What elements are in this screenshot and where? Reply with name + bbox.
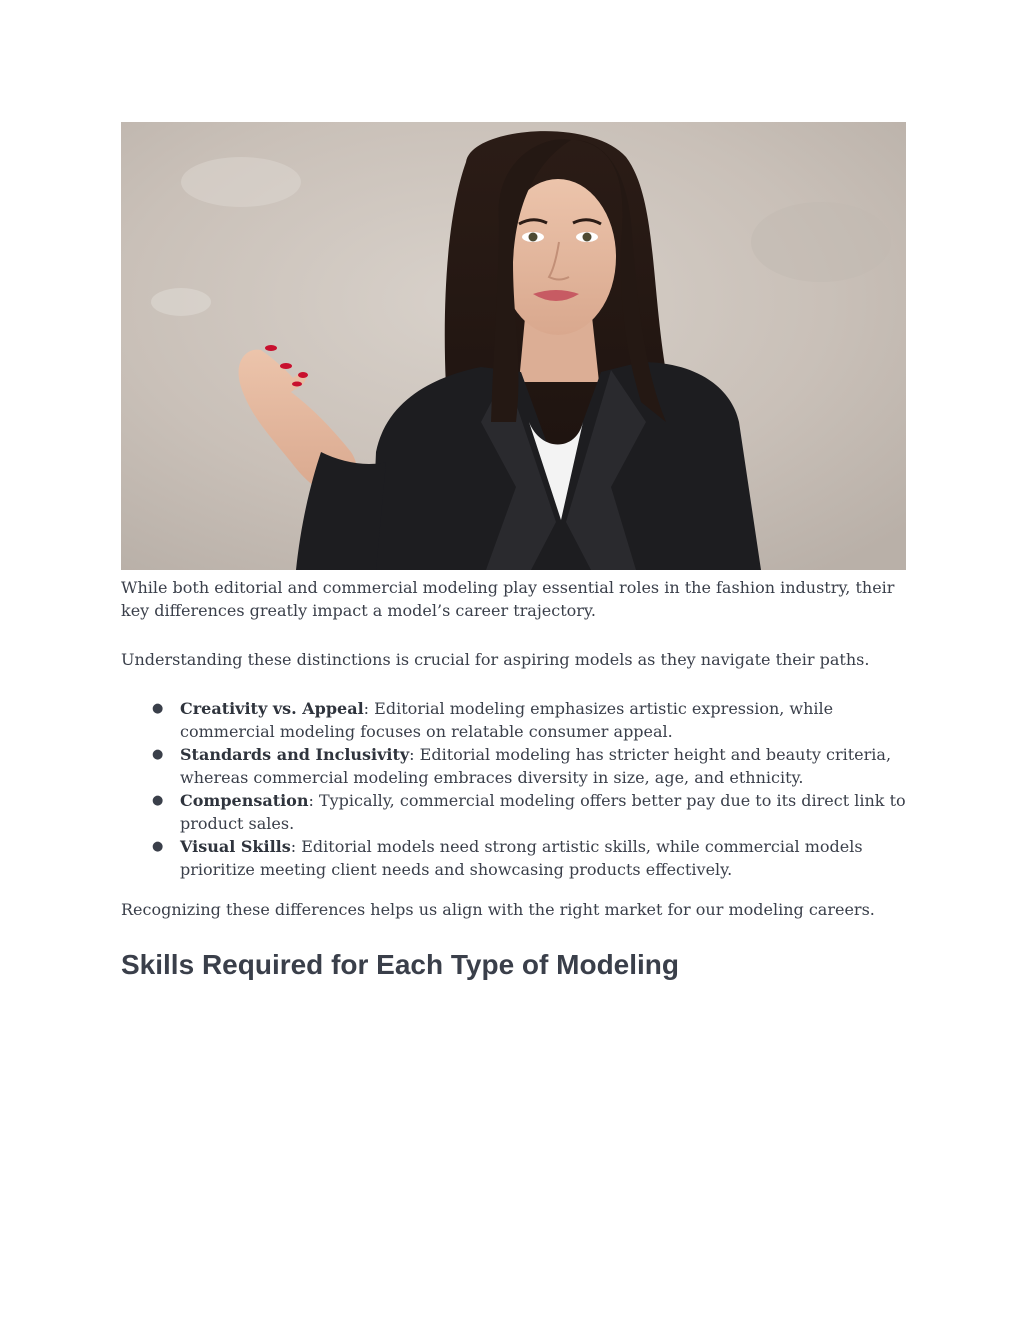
closing-paragraph: Recognizing these differences helps us align with the right market for our modeling careers.	[121, 900, 875, 919]
list-item-term: Standards and Inclusivity	[180, 745, 410, 764]
list-item	[121, 697, 906, 743]
portrait-photo	[121, 122, 906, 570]
list-item-text: : Typically, commercial modeling offers better pay due to its direct link to product sales.	[180, 791, 906, 833]
section-heading: Skills Required for Each Type of Modeling	[121, 949, 680, 980]
differences-list	[121, 697, 906, 881]
list-item-term: Visual Skills	[180, 837, 291, 856]
document-page	[121, 122, 906, 982]
list-item	[121, 743, 906, 789]
intro-paragraph: While both editorial and commercial modeling play essential roles in the fashion industry, their key differences greatly impact a model’s career trajectory.	[121, 578, 895, 620]
list-item	[121, 835, 906, 881]
list-item-term: Creativity vs. Appeal	[180, 699, 364, 718]
list-item-text: : Editorial models need strong artistic skills, while commercial models prioritize meeting client needs and showcasing products effectively.	[180, 837, 863, 879]
understanding-paragraph: Understanding these distinctions is crucial for aspiring models as they navigate their paths.	[121, 650, 870, 669]
bullet-icon: ●	[152, 839, 164, 854]
portrait-illustration	[121, 122, 906, 570]
list-item-text: : Editorial modeling emphasizes artistic expression, while commercial modeling focuses on relatable consumer appeal.	[180, 699, 834, 741]
list-item-term: Compensation	[180, 791, 309, 810]
bullet-icon: ●	[152, 701, 164, 716]
list-item	[121, 789, 906, 835]
bullet-icon: ●	[152, 747, 164, 762]
bullet-icon: ●	[152, 793, 164, 808]
list-item-text: : Editorial modeling has stricter height and beauty criteria, whereas commercial modeling embraces diversity in size, age, and ethnicity.	[180, 745, 892, 787]
